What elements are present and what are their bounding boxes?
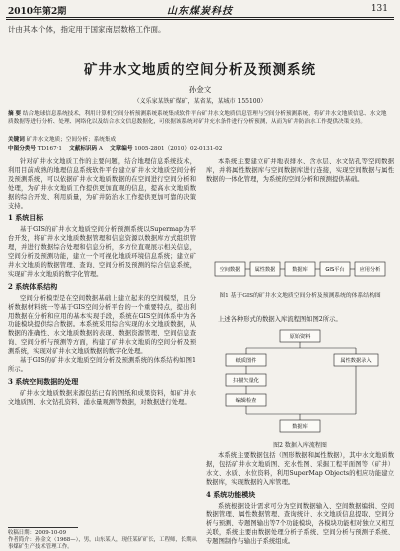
article-affiliation: （义乐家某铁矿煤矿，某省某，某城市 155100） (133, 98, 267, 105)
fig2-node-0-label: 原始资料 (289, 334, 311, 340)
classification-value: TD167·1 (37, 146, 62, 152)
section-2-text: 空间分析模型是在空间数据基础上建立起来的空间模型，且分析数据材料统一等基于GIS空间分析平台的一个重要特点，提出利用数据在分析和应用的基本实现手段，系统在GIS空间体系中为各功能模块提供综合数据。本系统采用综合实现的水文地质数据，从数据的准确性、水文地质数据的表现、数据资源管理、空间信息查询、空间分析与预测等方面，构建了矿井水文地质的空间分析及预测系统，实现对矿井水文地质数据的数字化处理。 (8, 294, 196, 356)
fig2-node-5-label: 数据库 (292, 424, 308, 430)
section-2-heading: 2 系统体系结构 (8, 281, 58, 291)
doc-code-value: A (98, 146, 103, 152)
figure-2-intro (206, 316, 394, 325)
footnote-received: 收稿日期：2009-10-09 (8, 530, 67, 536)
footnote-bio: 作者简介：孙金文（1968—），男，山东某人，现任某矿矿长，工程师，长期从事煤矿生产技术管理工作。 (8, 537, 197, 550)
footnote (8, 530, 198, 551)
section-3-text: 矿井水文地质数据来源包括已有的图纸和成果资料，如矿井水文地质图、水文钻孔资料、涌水量观测等数据，对数据进行处理。 (8, 389, 196, 406)
figure-2-intro-text: 上述各种形式的数据入库流程图如图2所示。 (218, 316, 342, 323)
fig1-node-2-label: 数据库 (292, 267, 308, 273)
keywords-label: 关键词 (8, 137, 25, 143)
fig1-node-0-label: 空间数据 (219, 267, 241, 273)
keywords-text: 矿井水文地质；空间分析；系统集成 (26, 137, 117, 143)
article-title: 矿井水文地质的空间分析及预测系统 (84, 62, 316, 78)
figure-2-flowchart (206, 328, 394, 438)
section-1-text: 基于GIS的矿井水文地质空间分析预测系统以Supermap为平台开发，将矿井水文地质数据管理和信息资源以数据库方式组织管理，并进行数据综合处理和信息分析，多方位直观展示相关信息，空间分析及预测功能，建立一个可视化地质环境信息系统；建立矿井水文地质的数据管理、查询、空间分析及预测的综合信息系统，实现矿井水文地质的数字化管理。 (8, 226, 196, 278)
left-column (8, 158, 196, 408)
abstract-text: 结合地球信息系统技术，利用计算机空间分析预测系统系统集成软件平台矿井水文地质信息管理与空间分析预测系统，将矿井水文地质信息、水文地质数据等进行分析、处理、网络化以及结合水文信息数据化，可依据该系统对矿井充水条件进行分析预测，从而为矿井防治水工作提供决策支持。 (8, 111, 387, 126)
intro-paragraph: 针对矿井水文地质工作的主要问题，结合地理信息系统技术，利用目前成熟的地理信息系统软件平台建立矿井水文地质空间分析及预测系统，可以依据矿井水文地质数据的在空间进行空间分析和处理，为矿井水文地质工作提供更加直观的信息，提高水文地质数据的综合开发、利用质量，为矿井防治水工作提供更加可靠的决策支持。 (8, 158, 196, 210)
issue-label: 2010年第2期 (8, 7, 67, 17)
section-1-heading: 1 系统目标 (8, 213, 44, 223)
fig2-node-4-label: 属性数据录入 (340, 358, 372, 364)
header-rule-secondary (6, 19, 394, 20)
header-rule (6, 17, 394, 18)
footnote-rule (8, 527, 78, 528)
section-3-heading: 3 系统空间数据的处理 (8, 376, 79, 386)
figure-1-caption: 图1 基于GIS的矿井水文地质空间分析及预测系统的体系结构图 (219, 293, 381, 299)
journal-name: 山东煤炭科技 (167, 6, 233, 17)
classification-label: 中图分类号 (8, 146, 36, 152)
fig2-node-3-label: 编辑检查 (235, 398, 257, 404)
section-4-text: 系统根据设计需求可分为空间数据输入、空间数据编辑、空间数据管理、属性数据管理、查询统计、水文地质信息提取、空间分析与预测、专题图输出等7个功能模块，各模块功能相对独立又相互关联，系统主要由数据处理分析子系统、空间分析与预测子系统、专题图制作与输出子系统组成。 (206, 502, 394, 546)
page-number: 131 (370, 4, 388, 14)
fig2-node-1-label: 纸质图件 (235, 358, 257, 364)
right-text-1: 本系统主要建立矿井地表排水、含水层、水文钻孔等空间数据库，并将属性数据库与空间数据库进行连接，实现空间数据与属性数据的一体化管理，为系统的空间分析和预测提供基础。 (206, 158, 394, 183)
right-text-2: 本系统主要数据包括（图形数据和属性数据），其中水文地质数据，包括矿井水文地质图、充水性图、采掘工程平面图等（矿井）水文、水质、水位资料，利用SuperMap Objects的相应功能建立数据库，实现数据的入库管理。 (206, 452, 394, 486)
figure-1-diagram (210, 250, 390, 290)
fig1-node-1-label: 属性数据 (254, 267, 276, 273)
fig2-node-2-label: 扫描矢量化 (233, 378, 259, 384)
keywords (8, 136, 390, 144)
fig1-node-3-label: GIS平台 (325, 267, 345, 273)
fig1-node-4-label: 应用分析 (359, 267, 381, 273)
figure-2-caption: 图2 数据入库流程图 (273, 442, 327, 449)
abstract (8, 110, 390, 126)
right-column-top (206, 158, 394, 248)
classification-line (8, 145, 390, 153)
continuation-text: 计由其本个体，指定用于国家南层数格工作面。 (8, 25, 166, 34)
article-number-label: 文章编号 (110, 146, 133, 152)
right-column-bottom (206, 452, 394, 547)
doc-code-label: 文献标识码 (69, 146, 98, 152)
section-4-heading: 4 系统功能模块 (206, 489, 256, 499)
article-author: 孙金文 (188, 85, 212, 94)
article-number-value: 1005-2801（2010）02-0131-02 (134, 146, 223, 152)
abstract-label: 摘 要 (8, 111, 22, 117)
section-2-text-2: 基于GIS的矿井水文地质空间分析及预测系统的体系结构如图1所示。 (8, 357, 196, 373)
